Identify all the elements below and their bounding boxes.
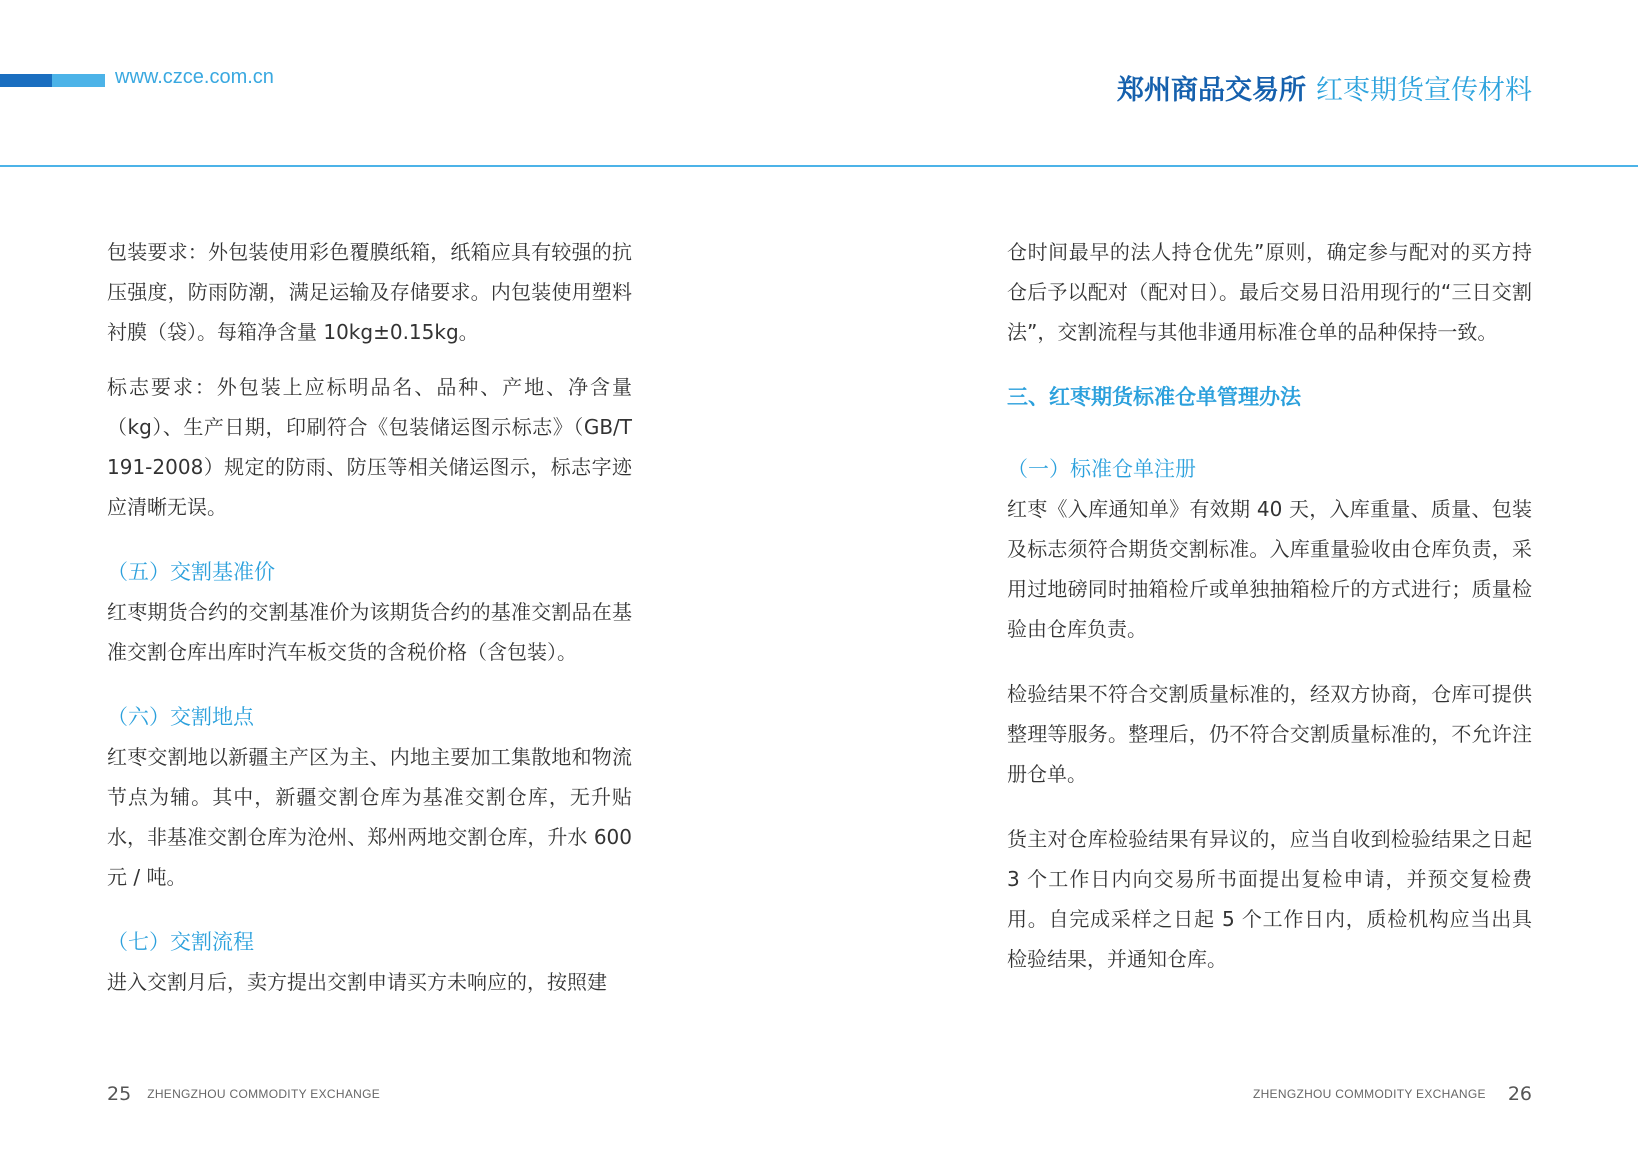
inspection-objection-text: 货主对仓库检验结果有异议的，应当自收到检验结果之日起 3 个工作日内向交易所书面提出复检申请，并预交复检费用。自完成采样之日起 5 个工作日内，质检机构应当出具检验结果，并通知仓库。 bbox=[1007, 827, 1532, 971]
section-heading-delivery-location: （六）交割地点 bbox=[107, 705, 254, 729]
page-number-left: 25 bbox=[107, 1083, 132, 1105]
header-title bbox=[1117, 68, 1532, 107]
delivery-location-text: 红枣交割地以新疆主产区为主、内地主要加工集散地和物流节点为辅。其中，新疆交割仓库为基准交割仓库，无升贴水，非基准交割仓库为沧州、郑州两地交割仓库，升水 600 元 / 吨。 bbox=[107, 745, 632, 889]
right-page-column bbox=[1007, 232, 1532, 1004]
footer-label-left: ZHENGZHOU COMMODITY EXCHANGE bbox=[147, 1087, 381, 1101]
page-number-right: 26 bbox=[1507, 1083, 1532, 1105]
subsection-heading-receipt-registration: （一）标准仓单注册 bbox=[1007, 457, 1196, 481]
inspection-result-text: 检验结果不符合交割质量标准的，经双方协商，仓库可提供整理等服务。整理后，仍不符合交割质量标准的，不允许注册仓单。 bbox=[1007, 682, 1532, 786]
header-divider bbox=[0, 165, 1638, 167]
delivery-process-text: 进入交割月后，卖方提出交割申请买方未响应的，按照建 bbox=[107, 970, 607, 994]
document-subtitle: 红枣期货宣传材料 bbox=[1316, 75, 1532, 106]
section-heading-benchmark-price: （五）交割基准价 bbox=[107, 560, 275, 584]
exchange-name: 郑州商品交易所 bbox=[1117, 75, 1306, 106]
header-accent-bar-dark bbox=[0, 74, 52, 87]
marking-requirements: 标志要求：外包装上应标明品名、品种、产地、净含量（kg）、生产日期，印刷符合《包装储运图示标志》（GB/T 191-2008）规定的防雨、防压等相关储运图示，标志字迹应清晰无误。 bbox=[107, 375, 632, 519]
benchmark-price-text: 红枣期货合约的交割基准价为该期货合约的基准交割品在基准交割仓库出库时汽车板交货的含税价格（含包装）。 bbox=[107, 600, 632, 664]
footer-left bbox=[107, 1083, 380, 1105]
footer-right bbox=[1253, 1083, 1532, 1105]
section-heading-delivery-process: （七）交割流程 bbox=[107, 930, 254, 954]
receipt-registration-text: 红枣《入库通知单》有效期 40 天，入库重量、质量、包装及标志须符合期货交割标准。入库重量验收由仓库负责，采用过地磅同时抽箱检斤或单独抽箱检斤的方式进行；质量检验由仓库负责。 bbox=[1007, 497, 1532, 641]
left-page-column bbox=[107, 232, 632, 1027]
footer-label-right: ZHENGZHOU COMMODITY EXCHANGE bbox=[1252, 1087, 1486, 1101]
website-url[interactable]: www.czce.com.cn bbox=[115, 66, 274, 88]
section-heading-warehouse-receipt-rules: 三、红枣期货标准仓单管理办法 bbox=[1007, 385, 1301, 409]
packaging-requirements: 包装要求：外包装使用彩色覆膜纸箱，纸箱应具有较强的抗压强度，防雨防潮，满足运输及存储要求。内包装使用塑料衬膜（袋）。每箱净含量 10kg±0.15kg。 bbox=[107, 240, 632, 344]
header-accent-bar-light bbox=[52, 74, 105, 87]
delivery-process-continuation: 仓时间最早的法人持仓优先”原则，确定参与配对的买方持仓后予以配对（配对日）。最后交易日沿用现行的“三日交割法”，交割流程与其他非通用标准仓单的品种保持一致。 bbox=[1007, 240, 1532, 344]
